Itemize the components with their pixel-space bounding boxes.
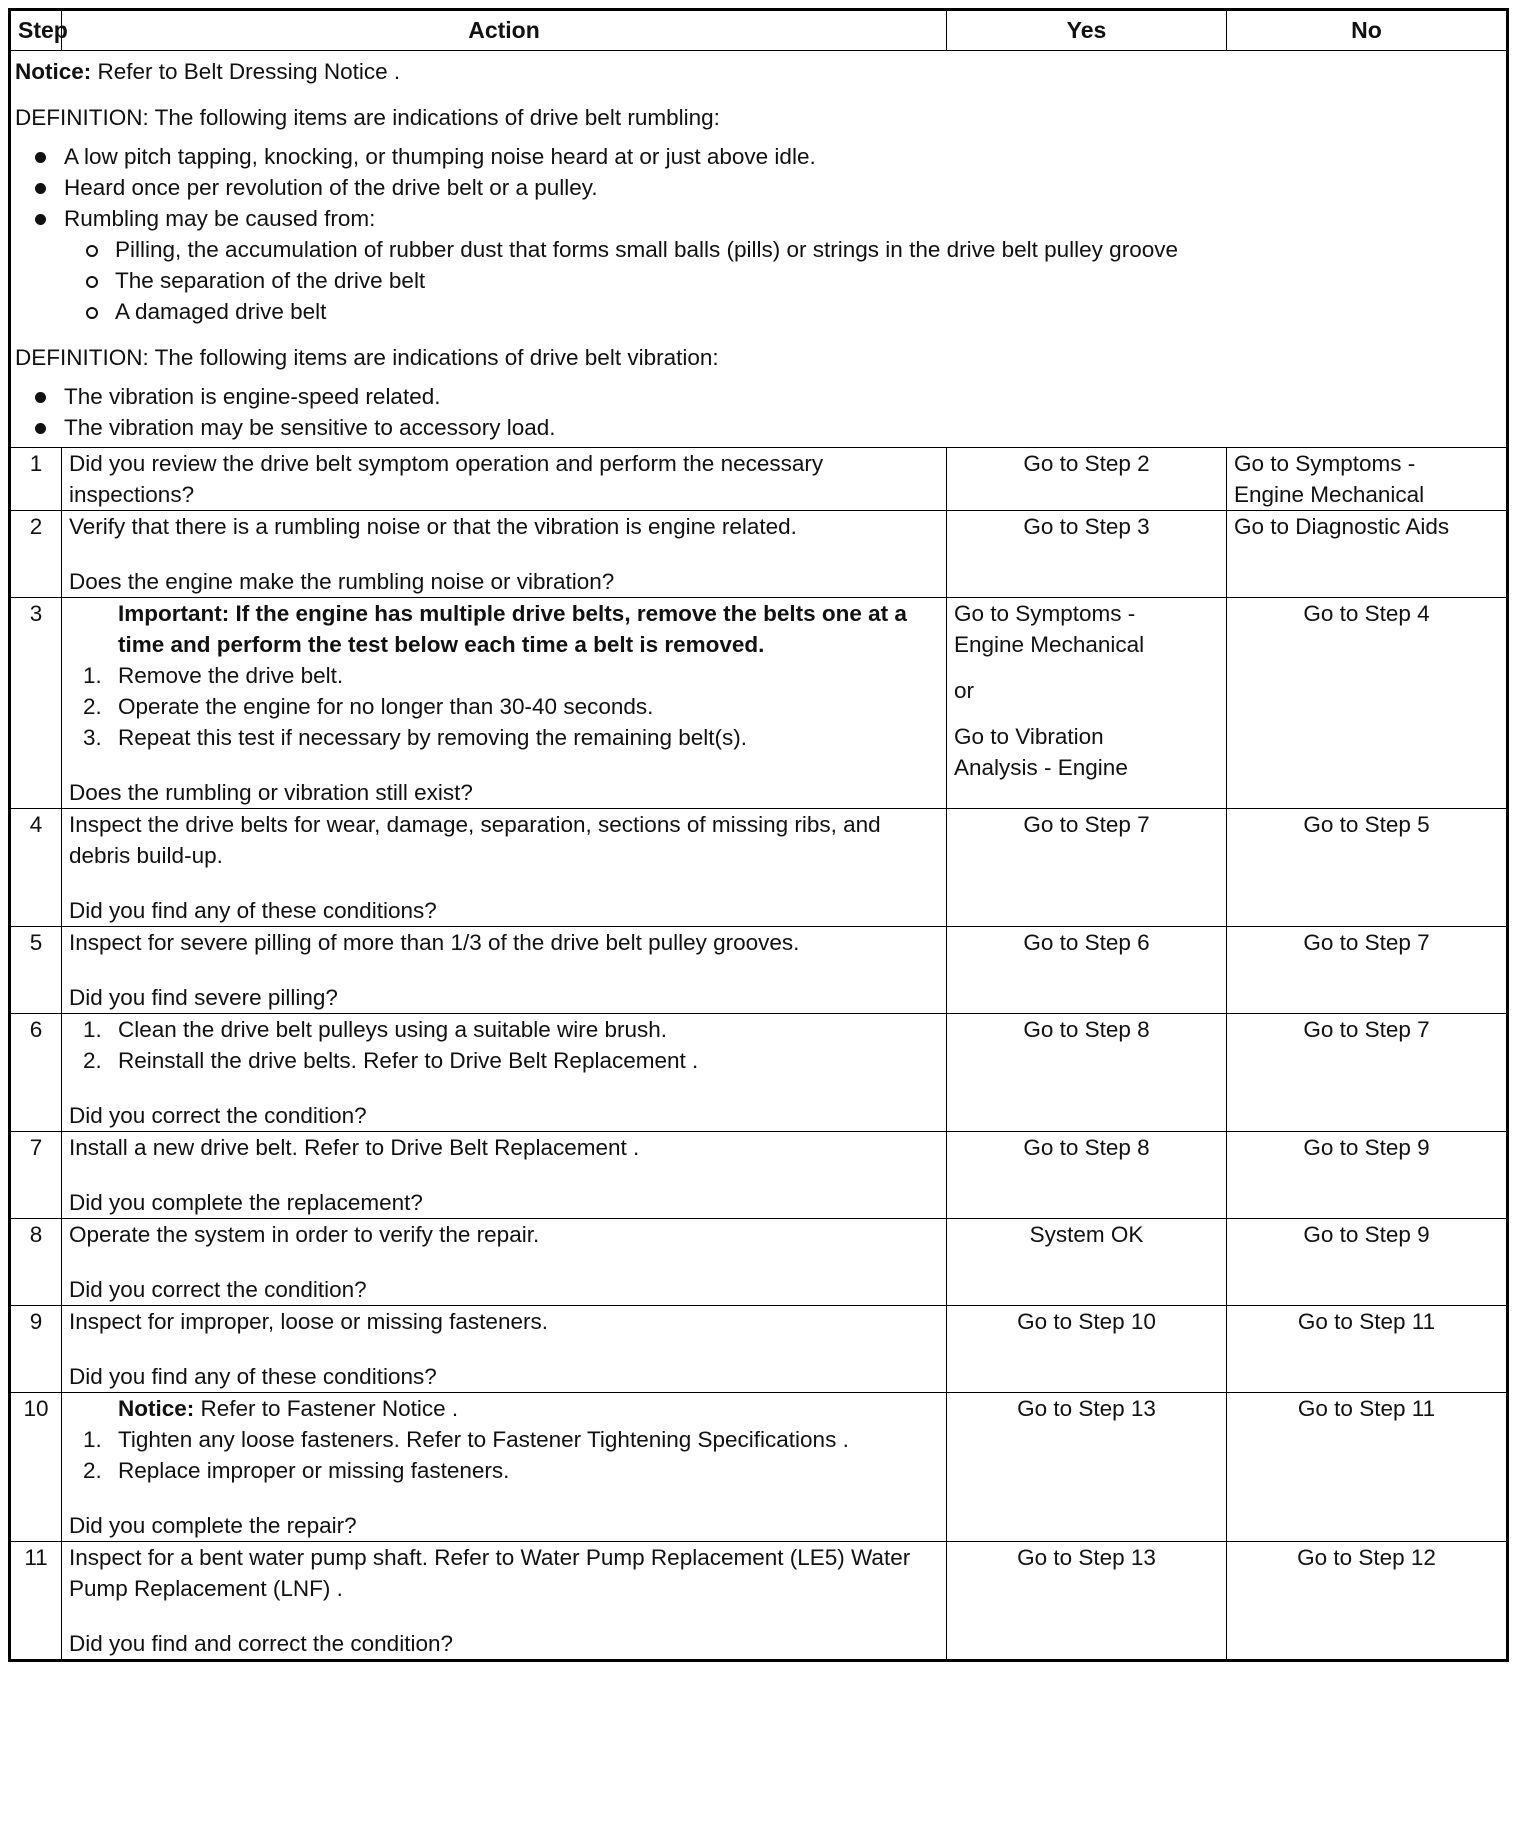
step-yes: System OK: [947, 1219, 1227, 1306]
rumbling-list: [15, 141, 1502, 327]
step-instruction: Inspect for a bent water pump shaft. Refer to Water Pump Replacement (LE5) Water Pump Replacement (LNF) .: [69, 1545, 911, 1601]
step-yes: Go to Step 13: [947, 1542, 1227, 1661]
table-row: [10, 1393, 1508, 1542]
step-action: [62, 1132, 947, 1219]
step-question: Does the engine make the rumbling noise or vibration?: [69, 569, 615, 594]
vibration-list: [15, 381, 1502, 443]
diagnostic-table: [8, 8, 1509, 1662]
step-no: Go to Step 9: [1227, 1132, 1508, 1219]
rumbling-causes-list: [64, 234, 1502, 327]
step-number: 9: [10, 1306, 62, 1393]
step-number: 5: [10, 927, 62, 1014]
step-action: [62, 1306, 947, 1393]
intro-row: [10, 51, 1508, 448]
step-question: Did you complete the repair?: [69, 1513, 357, 1538]
list-item: The vibration is engine-speed related.: [15, 381, 1502, 412]
step-action: [62, 809, 947, 927]
table-row: [10, 448, 1508, 511]
step-yes: Go to Step 6: [947, 927, 1227, 1014]
notice-label: Notice:: [15, 59, 92, 84]
step-no: Go to Step 12: [1227, 1542, 1508, 1661]
step-no: Go to Step 9: [1227, 1219, 1508, 1306]
table-row: [10, 809, 1508, 927]
step-no: Go to Diagnostic Aids: [1227, 511, 1508, 598]
step-yes-line: Go to Symptoms -: [954, 601, 1136, 626]
step-number: 8: [10, 1219, 62, 1306]
step-number: 11: [10, 1542, 62, 1661]
notice-text: Refer to Belt Dressing Notice .: [91, 59, 401, 84]
step-action: [62, 1393, 947, 1542]
step-yes: Go to Step 8: [947, 1132, 1227, 1219]
list-item: 2. Reinstall the drive belts. Refer to Drive Belt Replacement .: [83, 1048, 699, 1073]
step-yes: Go to Step 8: [947, 1014, 1227, 1132]
step-list: [69, 1014, 939, 1076]
table-row: [10, 1132, 1508, 1219]
step-question: Did you find severe pilling?: [69, 985, 338, 1010]
step-no: Go to Step 4: [1227, 598, 1508, 809]
step-action: [62, 1219, 947, 1306]
list-item: [15, 203, 1502, 327]
table-row: [10, 1306, 1508, 1393]
header-yes: Yes: [947, 10, 1227, 51]
step-no: Go to Step 7: [1227, 927, 1508, 1014]
step-instruction: Inspect for severe pilling of more than 1/3 of the drive belt pulley grooves.: [69, 930, 800, 955]
step-no: Go to Step 5: [1227, 809, 1508, 927]
list-item: 1. Remove the drive belt.: [83, 663, 344, 688]
step-no-line: Engine Mechanical: [1234, 482, 1425, 507]
table-row: [10, 1014, 1508, 1132]
step-question: Did you correct the condition?: [69, 1277, 367, 1302]
list-item: 1. Tighten any loose fasteners. Refer to Fastener Tightening Specifications .: [83, 1427, 849, 1452]
step-number: 4: [10, 809, 62, 927]
sub-list-item: The separation of the drive belt: [15, 265, 1502, 296]
step-instruction: Install a new drive belt. Refer to Drive Belt Replacement .: [69, 1135, 640, 1160]
step-yes: Go to Step 2: [947, 448, 1227, 511]
step-action: [62, 1542, 947, 1661]
step-no: Go to Step 7: [1227, 1014, 1508, 1132]
step-number: 1: [10, 448, 62, 511]
header-action: Action: [62, 10, 947, 51]
sub-list-item: Pilling, the accumulation of rubber dust that forms small balls (pills) or strings in the drive belt pulley groove: [15, 234, 1502, 265]
list-item: 3. Repeat this test if necessary by removing the remaining belt(s).: [83, 725, 748, 750]
step-question: Did you find any of these conditions?: [69, 898, 437, 923]
table-row: [10, 511, 1508, 598]
list-item: The vibration may be sensitive to accessory load.: [15, 412, 1502, 443]
table-row: [10, 1542, 1508, 1661]
step-action: [62, 511, 947, 598]
step-no: Go to Step 11: [1227, 1393, 1508, 1542]
step-question: Did you correct the condition?: [69, 1103, 367, 1128]
step-action: Did you review the drive belt symptom operation and perform the necessary inspections?: [62, 448, 947, 511]
table-row: [10, 598, 1508, 809]
step-no-line: Go to Symptoms -: [1234, 451, 1416, 476]
rumbling-definition: DEFINITION: The following items are indications of drive belt rumbling:: [15, 105, 720, 130]
step-question: Does the rumbling or vibration still exist?: [69, 780, 473, 805]
step-notice: [69, 1393, 939, 1424]
step-action: [62, 1014, 947, 1132]
step-instruction: Operate the system in order to verify the repair.: [69, 1222, 540, 1247]
intro-notice: [15, 56, 1502, 87]
step-yes: Go to Step 13: [947, 1393, 1227, 1542]
step-number: 10: [10, 1393, 62, 1542]
list-item: 2. Operate the engine for no longer than 30-40 seconds.: [83, 694, 654, 719]
step-yes: Go to Step 3: [947, 511, 1227, 598]
step-question: Did you find and correct the condition?: [69, 1631, 453, 1656]
list-item-label: Rumbling may be caused from:: [64, 206, 376, 231]
step-list: [69, 1424, 939, 1486]
table-row: [10, 927, 1508, 1014]
sub-list-item: A damaged drive belt: [15, 296, 1502, 327]
step-number: 3: [10, 598, 62, 809]
step-no: [1227, 448, 1508, 511]
step-yes-line: Go to Vibration: [954, 724, 1104, 749]
step-yes-line: Analysis - Engine: [954, 755, 1128, 780]
header-no: No: [1227, 10, 1508, 51]
step-instruction: Inspect the drive belts for wear, damage, separation, sections of missing ribs, and debris build-up.: [69, 812, 881, 868]
step-no: Go to Step 11: [1227, 1306, 1508, 1393]
step-question: Did you complete the replacement?: [69, 1190, 423, 1215]
step-list: [69, 660, 939, 753]
vibration-definition: DEFINITION: The following items are indications of drive belt vibration:: [15, 345, 719, 370]
step-question: Did you find any of these conditions?: [69, 1364, 437, 1389]
step-yes: [947, 598, 1227, 809]
step-important: Important: If the engine has multiple drive belts, remove the belts one at a time and perform the test below each time a belt is removed.: [118, 601, 907, 657]
list-item: 1. Clean the drive belt pulleys using a suitable wire brush.: [83, 1017, 668, 1042]
step-yes-line: Engine Mechanical: [954, 632, 1145, 657]
step-number: 6: [10, 1014, 62, 1132]
list-item: 2. Replace improper or missing fasteners.: [83, 1458, 510, 1483]
intro-cell: [10, 51, 1508, 448]
step-yes-or: or: [954, 678, 975, 703]
notice-text: Refer to Fastener Notice .: [194, 1396, 459, 1421]
step-action: [62, 927, 947, 1014]
step-yes: Go to Step 10: [947, 1306, 1227, 1393]
list-item: A low pitch tapping, knocking, or thumping noise heard at or just above idle.: [15, 141, 1502, 172]
notice-label: Notice:: [118, 1396, 195, 1421]
step-instruction: Inspect for improper, loose or missing fasteners.: [69, 1309, 548, 1334]
step-number: 2: [10, 511, 62, 598]
step-action: [62, 598, 947, 809]
step-instruction: Verify that there is a rumbling noise or that the vibration is engine related.: [69, 514, 797, 539]
header-step: Step: [10, 10, 62, 51]
list-item: Heard once per revolution of the drive belt or a pulley.: [15, 172, 1502, 203]
header-row: [10, 10, 1508, 51]
table-row: [10, 1219, 1508, 1306]
step-yes: Go to Step 7: [947, 809, 1227, 927]
step-number: 7: [10, 1132, 62, 1219]
